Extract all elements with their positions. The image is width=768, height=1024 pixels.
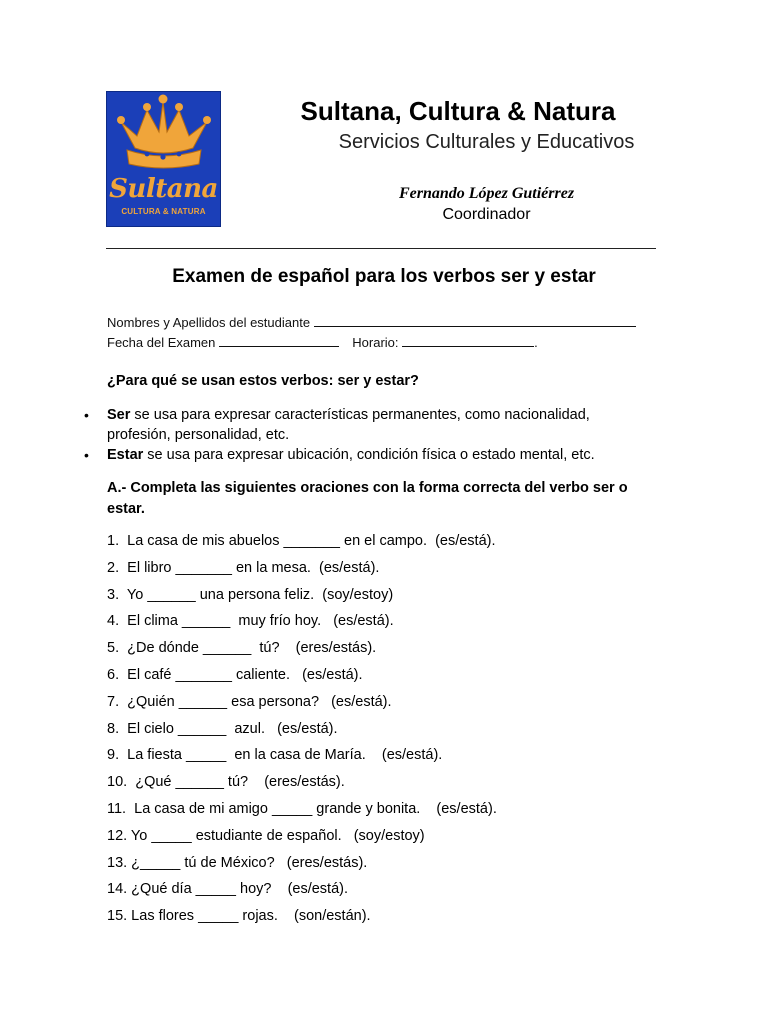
intro-question: ¿Para qué se usan estos verbos: ser y estar? <box>107 373 419 389</box>
exercise-item: 3. Yo ______ una persona feliz. (soy/estoy) <box>107 586 394 603</box>
bullet-text: se usa para expresar ubicación, condición física o estado mental, etc. <box>143 447 595 463</box>
header-divider <box>106 248 656 249</box>
exercise-item: 12. Yo _____ estudiante de español. (soy/estoy) <box>107 827 425 844</box>
logo-name: Sultana <box>109 174 218 204</box>
student-name-field <box>107 315 636 330</box>
coordinator-name: Fernando López Gutiérrez <box>398 185 575 202</box>
exercise-item: 6. El café _______ caliente. (es/está). <box>107 666 363 683</box>
exercise-item: 1. La casa de mis abuelos _______ en el campo. (es/está). <box>107 533 496 549</box>
exam-date-label: Fecha del Examen <box>107 335 216 350</box>
exercise-item: 13. ¿_____ tú de México? (eres/estás). <box>107 854 368 871</box>
exam-title: Examen de español para los verbos ser y estar <box>172 266 596 287</box>
usage-bullet-list <box>84 405 644 465</box>
logo-subtitle: CULTURA & NATURA <box>121 207 206 216</box>
coordinator-role: Coordinador <box>442 206 531 223</box>
section-a-instructions: A.- Completa las siguientes oraciones con la forma correcta del verbo ser o estar. <box>107 480 628 517</box>
crown-icon <box>107 92 220 177</box>
exercise-item: 15. Las flores _____ rojas. (son/están). <box>107 908 371 925</box>
bullet-dot-icon: • <box>84 447 89 463</box>
exercise-item: 10. ¿Qué ______ tú? (eres/estás). <box>107 774 345 791</box>
exercise-item: 7. ¿Quién ______ esa persona? (es/está). <box>107 693 392 710</box>
exercise-item: 11. La casa de mi amigo _____ grande y bonita. (es/está). <box>107 800 497 817</box>
bullet-estar <box>84 445 644 465</box>
schedule-end: . <box>534 335 538 350</box>
exercise-item: 2. El libro _______ en la mesa. (es/está). <box>107 559 380 576</box>
organization-title: Sultana, Cultura & Natura <box>300 96 616 126</box>
bullet-term: Ser <box>107 407 131 423</box>
student-name-label: Nombres y Apellidos del estudiante <box>107 315 311 330</box>
exercise-item: 9. La fiesta _____ en la casa de María. (es/está). <box>107 747 443 764</box>
student-name-blank[interactable] <box>314 315 636 327</box>
exercise-item: 4. El clima ______ muy frío hoy. (es/está). <box>107 613 394 630</box>
exercise-list <box>107 530 667 932</box>
exercise-item: 8. El cielo ______ azul. (es/está). <box>107 720 338 737</box>
bullet-dot-icon: • <box>84 407 89 423</box>
exercise-item: 14. ¿Qué día _____ hoy? (es/está). <box>107 881 349 898</box>
exercise-item: 5. ¿De dónde ______ tú? (eres/estás). <box>107 640 377 657</box>
exam-date-field <box>107 335 538 350</box>
bullet-text: se usa para expresar características permanentes, como nacionalidad, profesión, personalidad, etc. <box>107 407 590 443</box>
bullet-term: Estar <box>107 447 144 463</box>
organization-subtitle: Servicios Culturales y Educativos <box>338 131 635 153</box>
bullet-ser <box>84 405 644 445</box>
schedule-blank[interactable] <box>402 335 534 347</box>
exam-date-blank[interactable] <box>219 335 339 347</box>
schedule-label: Horario: <box>352 335 399 350</box>
sultana-logo <box>106 91 221 227</box>
